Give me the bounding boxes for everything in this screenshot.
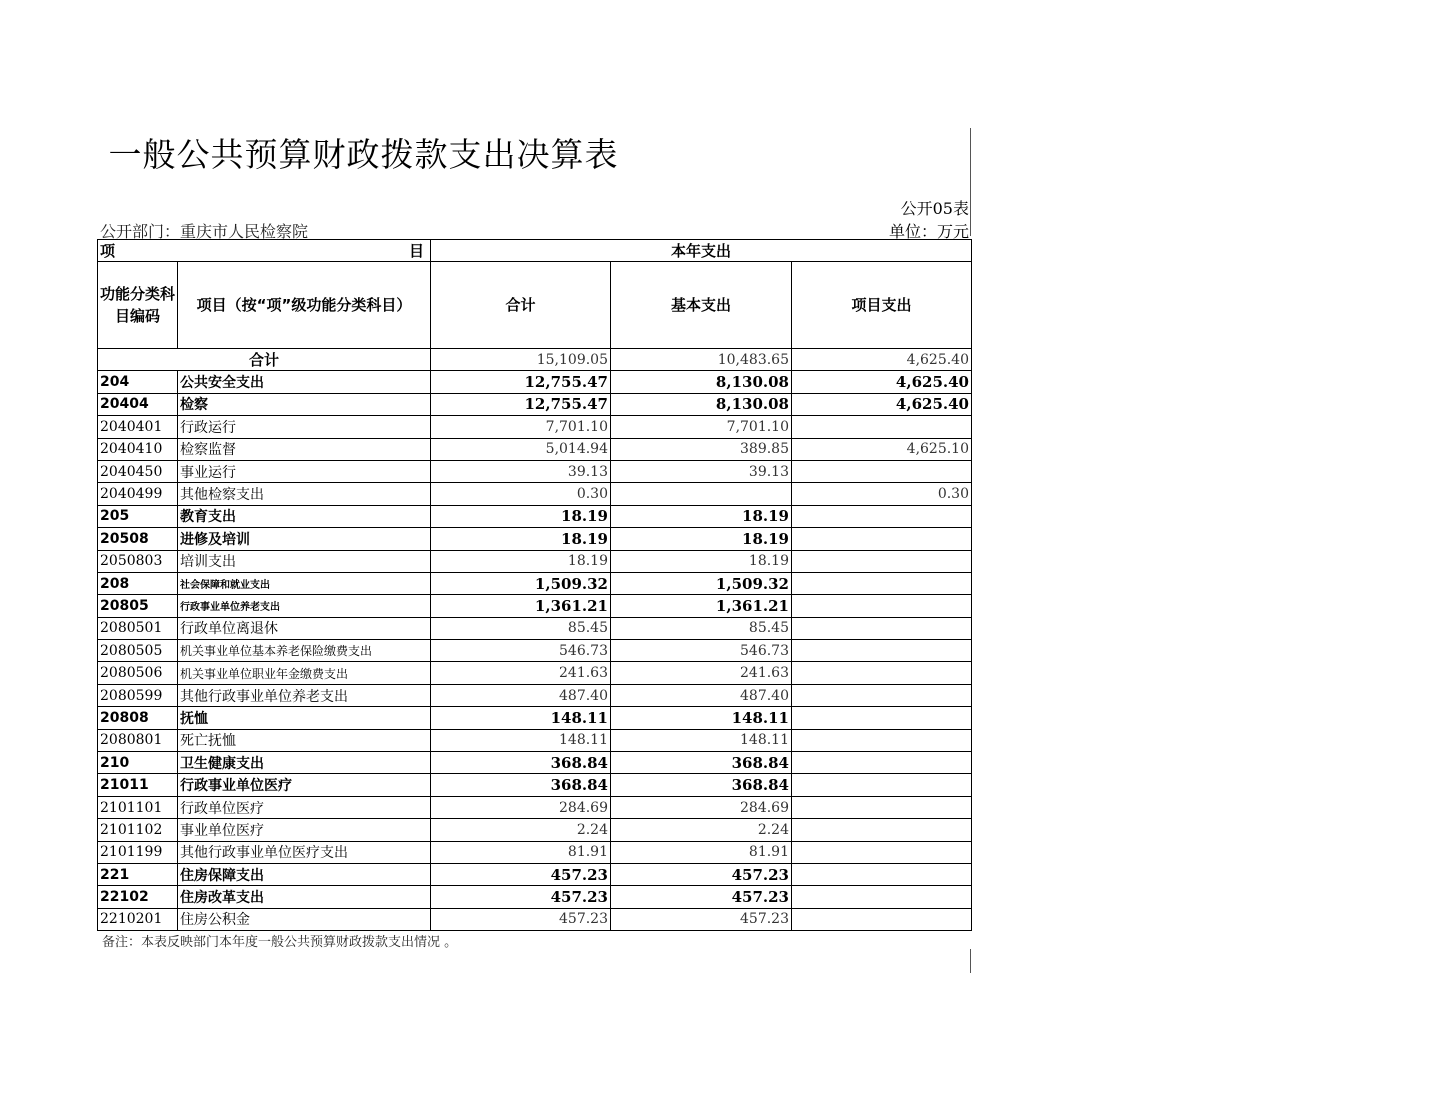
row-code: 2080506	[98, 662, 178, 684]
row-code: 2080505	[98, 640, 178, 662]
row-total: 81.91	[431, 841, 611, 863]
row-project	[792, 505, 972, 527]
row-project	[792, 707, 972, 729]
row-code: 2101102	[98, 819, 178, 841]
row-basic: 7,701.10	[611, 416, 792, 438]
page-break-line-top	[970, 128, 971, 236]
row-total: 487.40	[431, 684, 611, 706]
row-name: 其他检察支出	[178, 483, 431, 505]
row-code: 2040410	[98, 438, 178, 460]
project-column-header: 项目支出	[792, 262, 972, 349]
row-total: 85.45	[431, 617, 611, 639]
row-code: 2040401	[98, 416, 178, 438]
row-name: 卫生健康支出	[178, 752, 431, 774]
row-total: 368.84	[431, 774, 611, 796]
row-project: 4,625.40	[792, 393, 972, 415]
row-basic: 241.63	[611, 662, 792, 684]
row-basic: 368.84	[611, 774, 792, 796]
row-basic: 284.69	[611, 796, 792, 818]
table-row	[98, 617, 972, 639]
row-code: 2101199	[98, 841, 178, 863]
total-column-header: 合计	[431, 262, 611, 349]
row-code: 221	[98, 863, 178, 885]
row-basic: 546.73	[611, 640, 792, 662]
row-basic: 39.13	[611, 460, 792, 482]
row-code: 2101101	[98, 796, 178, 818]
row-total: 1,509.32	[431, 572, 611, 594]
table-row	[98, 572, 972, 594]
row-project	[792, 752, 972, 774]
row-code: 21011	[98, 774, 178, 796]
row-basic: 2.24	[611, 819, 792, 841]
row-total: 546.73	[431, 640, 611, 662]
total-basic: 10,483.65	[611, 349, 792, 371]
item-header-right: 目	[408, 242, 424, 260]
row-project	[792, 819, 972, 841]
row-name: 公共安全支出	[178, 371, 431, 393]
row-basic: 18.19	[611, 550, 792, 572]
table-row	[98, 886, 972, 908]
row-basic: 148.11	[611, 729, 792, 751]
row-project	[792, 796, 972, 818]
row-basic: 1,361.21	[611, 595, 792, 617]
row-name: 检察监督	[178, 438, 431, 460]
row-total: 2.24	[431, 819, 611, 841]
row-total: 1,361.21	[431, 595, 611, 617]
total-label: 合计	[98, 349, 431, 371]
row-basic: 487.40	[611, 684, 792, 706]
table-number: 公开05表	[900, 199, 969, 218]
row-name: 其他行政事业单位养老支出	[178, 684, 431, 706]
row-project	[792, 662, 972, 684]
row-total: 39.13	[431, 460, 611, 482]
row-basic: 368.84	[611, 752, 792, 774]
row-basic: 148.11	[611, 707, 792, 729]
row-total: 241.63	[431, 662, 611, 684]
row-code: 210	[98, 752, 178, 774]
row-name: 行政事业单位医疗	[178, 774, 431, 796]
row-code: 208	[98, 572, 178, 594]
row-basic: 8,130.08	[611, 371, 792, 393]
table-row	[98, 640, 972, 662]
row-project: 4,625.10	[792, 438, 972, 460]
row-name: 社会保障和就业支出	[178, 572, 431, 594]
total-amount: 15,109.05	[431, 349, 611, 371]
department-label: 公开部门：重庆市人民检察院	[100, 222, 309, 241]
total-project: 4,625.40	[792, 349, 972, 371]
row-project	[792, 729, 972, 751]
table-row	[98, 841, 972, 863]
row-name: 其他行政事业单位医疗支出	[178, 841, 431, 863]
row-total: 7,701.10	[431, 416, 611, 438]
row-basic	[611, 483, 792, 505]
row-total: 457.23	[431, 908, 611, 930]
item-header-left: 项	[100, 242, 116, 260]
row-name: 住房公积金	[178, 908, 431, 930]
row-name: 死亡抚恤	[178, 729, 431, 751]
row-basic: 18.19	[611, 528, 792, 550]
row-code: 204	[98, 371, 178, 393]
row-project	[792, 460, 972, 482]
row-code: 20808	[98, 707, 178, 729]
row-name: 教育支出	[178, 505, 431, 527]
row-project	[792, 841, 972, 863]
table-row	[98, 393, 972, 415]
row-project	[792, 640, 972, 662]
row-name: 行政事业单位养老支出	[178, 595, 431, 617]
current-year-header: 本年支出	[431, 240, 972, 262]
row-basic: 81.91	[611, 841, 792, 863]
table-row	[98, 863, 972, 885]
row-total: 5,014.94	[431, 438, 611, 460]
row-code: 20805	[98, 595, 178, 617]
row-code: 22102	[98, 886, 178, 908]
table-row	[98, 752, 972, 774]
header-row-2	[98, 262, 972, 349]
row-total: 368.84	[431, 752, 611, 774]
row-total: 18.19	[431, 550, 611, 572]
row-project	[792, 572, 972, 594]
row-total: 0.30	[431, 483, 611, 505]
table-row	[98, 528, 972, 550]
table-row	[98, 438, 972, 460]
row-total: 12,755.47	[431, 371, 611, 393]
row-project	[792, 774, 972, 796]
row-code: 2040499	[98, 483, 178, 505]
row-name: 住房保障支出	[178, 863, 431, 885]
row-code: 205	[98, 505, 178, 527]
page-title: 一般公共预算财政拨款支出决算表	[108, 135, 619, 174]
row-total: 457.23	[431, 863, 611, 885]
row-basic: 457.23	[611, 863, 792, 885]
table-row	[98, 662, 972, 684]
row-name: 事业运行	[178, 460, 431, 482]
row-name: 培训支出	[178, 550, 431, 572]
table-row	[98, 796, 972, 818]
table-row	[98, 908, 972, 930]
row-project	[792, 595, 972, 617]
item-header-cell	[98, 240, 431, 262]
table-row	[98, 819, 972, 841]
row-name: 抚恤	[178, 707, 431, 729]
row-basic: 457.23	[611, 886, 792, 908]
row-code: 2080599	[98, 684, 178, 706]
table-row	[98, 707, 972, 729]
row-basic: 1,509.32	[611, 572, 792, 594]
row-total: 148.11	[431, 707, 611, 729]
row-total: 12,755.47	[431, 393, 611, 415]
row-name: 行政单位离退休	[178, 617, 431, 639]
row-code: 2080801	[98, 729, 178, 751]
row-code: 2210201	[98, 908, 178, 930]
total-row	[98, 349, 972, 371]
row-project	[792, 908, 972, 930]
row-project	[792, 416, 972, 438]
row-name: 机关事业单位基本养老保险缴费支出	[178, 640, 431, 662]
table-row	[98, 550, 972, 572]
table-row	[98, 416, 972, 438]
code-column-header: 功能分类科目编码	[98, 262, 178, 349]
name-column-header: 项目（按“项”级功能分类科目）	[178, 262, 431, 349]
row-basic: 18.19	[611, 505, 792, 527]
row-basic: 85.45	[611, 617, 792, 639]
row-project	[792, 886, 972, 908]
row-name: 检察	[178, 393, 431, 415]
row-total: 457.23	[431, 886, 611, 908]
row-name: 机关事业单位职业年金缴费支出	[178, 662, 431, 684]
row-project: 0.30	[792, 483, 972, 505]
page-break-line-bottom	[970, 949, 971, 973]
row-project	[792, 684, 972, 706]
table-row	[98, 595, 972, 617]
row-total: 18.19	[431, 505, 611, 527]
row-code: 20508	[98, 528, 178, 550]
table-row	[98, 684, 972, 706]
table-row	[98, 483, 972, 505]
row-project	[792, 550, 972, 572]
row-code: 2050803	[98, 550, 178, 572]
row-project	[792, 863, 972, 885]
row-code: 20404	[98, 393, 178, 415]
table-row	[98, 505, 972, 527]
row-basic: 8,130.08	[611, 393, 792, 415]
expenditure-table	[97, 239, 972, 931]
row-total: 18.19	[431, 528, 611, 550]
table-row	[98, 729, 972, 751]
row-name: 行政运行	[178, 416, 431, 438]
table-row	[98, 460, 972, 482]
unit-label: 单位：万元	[888, 222, 969, 241]
footnote: 备注：本表反映部门本年度一般公共预算财政拨款支出情况 。	[102, 935, 458, 950]
row-total: 284.69	[431, 796, 611, 818]
row-code: 2040450	[98, 460, 178, 482]
basic-column-header: 基本支出	[611, 262, 792, 349]
row-name: 事业单位医疗	[178, 819, 431, 841]
row-total: 148.11	[431, 729, 611, 751]
header-row-1	[98, 240, 972, 262]
row-code: 2080501	[98, 617, 178, 639]
row-project	[792, 617, 972, 639]
row-name: 行政单位医疗	[178, 796, 431, 818]
row-name: 进修及培训	[178, 528, 431, 550]
row-name: 住房改革支出	[178, 886, 431, 908]
row-project: 4,625.40	[792, 371, 972, 393]
row-project	[792, 528, 972, 550]
table-row	[98, 774, 972, 796]
table-row	[98, 371, 972, 393]
row-basic: 389.85	[611, 438, 792, 460]
row-basic: 457.23	[611, 908, 792, 930]
